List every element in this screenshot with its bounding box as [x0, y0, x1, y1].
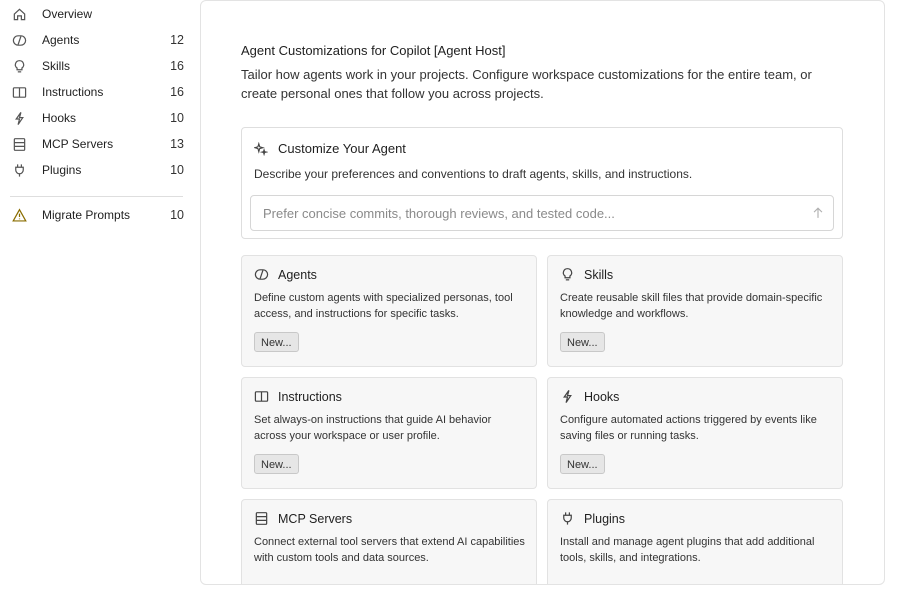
- new-agent-button[interactable]: New...: [254, 332, 299, 352]
- sidebar: [0, 0, 192, 600]
- sidebar-item-count: 10: [170, 163, 184, 177]
- card-title: Plugins: [584, 511, 625, 526]
- customize-agent-heading: [254, 141, 406, 156]
- sidebar-item-count: 13: [170, 137, 184, 151]
- agent-icon: [254, 267, 278, 282]
- card-header: [560, 267, 613, 282]
- home-icon: [8, 7, 36, 22]
- card-description: Connect external tool servers that extend AI capabilities with custom tools and data sources.: [254, 536, 525, 564]
- sidebar-item-label: Agents: [42, 33, 80, 47]
- book-icon: [8, 85, 36, 100]
- agent-icon: [8, 33, 36, 48]
- sidebar-item-mcp-servers[interactable]: [8, 132, 184, 156]
- card-instructions: [241, 377, 537, 489]
- card-plugins: [547, 499, 843, 585]
- sidebar-item-count: 10: [170, 208, 184, 222]
- main-panel: [200, 0, 885, 585]
- card-agents: [241, 255, 537, 367]
- card-title: Agents: [278, 267, 317, 282]
- sidebar-item-agents[interactable]: [8, 28, 184, 52]
- card-skills: [547, 255, 843, 367]
- lightbulb-icon: [560, 267, 584, 282]
- sidebar-item-label: Hooks: [42, 111, 77, 125]
- send-arrow-icon[interactable]: [803, 206, 833, 220]
- sidebar-item-label: Skills: [42, 59, 71, 73]
- sidebar-item-label: MCP Servers: [42, 137, 114, 151]
- card-description: Install and manage agent plugins that add additional tools, skills, and integrations.: [560, 536, 815, 564]
- sidebar-item-skills[interactable]: [8, 54, 184, 78]
- lightning-icon: [560, 389, 584, 404]
- plug-icon: [8, 163, 36, 178]
- sidebar-item-label: Plugins: [42, 163, 82, 177]
- lightbulb-icon: [8, 59, 36, 74]
- sidebar-item-count: 16: [170, 59, 184, 73]
- customize-agent-description: Describe your preferences and conventions to draft agents, skills, and instructions.: [254, 167, 693, 181]
- sidebar-item-migrate-prompts[interactable]: [8, 203, 184, 227]
- sidebar-item-overview[interactable]: [8, 2, 184, 26]
- card-hooks: [547, 377, 843, 489]
- page-title: Agent Customizations for Copilot [Agent Host]: [241, 43, 506, 58]
- sidebar-item-instructions[interactable]: [8, 80, 184, 104]
- card-description: Set always-on instructions that guide AI behavior across your workspace or user profile.: [254, 414, 492, 442]
- new-skill-button[interactable]: New...: [560, 332, 605, 352]
- card-title: Hooks: [584, 389, 620, 404]
- sidebar-item-count: 16: [170, 85, 184, 99]
- lightning-icon: [8, 111, 36, 126]
- sidebar-divider: [10, 196, 183, 197]
- card-title: Skills: [584, 267, 614, 282]
- card-header: [254, 389, 342, 404]
- customize-agent-box: [241, 127, 843, 239]
- customize-prompt-placeholder: Prefer concise commits, thorough reviews, and tested code...: [263, 205, 615, 221]
- sparkle-icon: [254, 142, 278, 156]
- card-header: [254, 267, 317, 282]
- sidebar-item-label: Instructions: [42, 85, 104, 99]
- customize-prompt-input[interactable]: [250, 195, 834, 231]
- card-header: [254, 511, 352, 526]
- sidebar-item-label: Overview: [42, 7, 93, 21]
- sidebar-item-count: 12: [170, 33, 184, 47]
- sidebar-item-hooks[interactable]: [8, 106, 184, 130]
- customize-agent-title: Customize Your Agent: [278, 141, 406, 156]
- sidebar-item-plugins[interactable]: [8, 158, 184, 182]
- sidebar-item-count: 10: [170, 111, 184, 125]
- server-icon: [254, 511, 278, 526]
- new-hook-button[interactable]: New...: [560, 454, 605, 474]
- book-icon: [254, 389, 278, 404]
- card-mcp-servers: [241, 499, 537, 585]
- card-title: MCP Servers: [278, 511, 353, 526]
- card-header: [560, 511, 625, 526]
- plug-icon: [560, 511, 584, 526]
- card-title: Instructions: [278, 389, 342, 404]
- page-description: Tailor how agents work in your projects. Configure workspace customizations for the entire team, or create personal ones that follow you across projects.: [241, 67, 812, 101]
- card-description: Create reusable skill files that provide domain-specific knowledge and workflows.: [560, 292, 823, 320]
- sidebar-item-label: Migrate Prompts: [42, 208, 131, 222]
- warning-icon: [8, 208, 36, 223]
- card-header: [560, 389, 619, 404]
- server-icon: [8, 137, 36, 152]
- card-description: Define custom agents with specialized personas, tool access, and instructions for specific tasks.: [254, 292, 513, 320]
- card-description: Configure automated actions triggered by events like saving files or running tasks.: [560, 414, 817, 442]
- new-instruction-button[interactable]: New...: [254, 454, 299, 474]
